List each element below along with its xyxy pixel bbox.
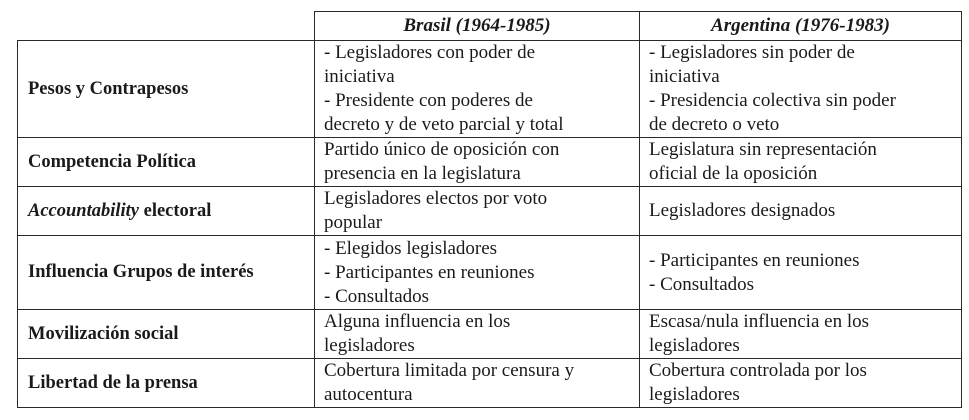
cell-line: - Participantes en reuniones (324, 261, 535, 283)
cell-line: - Consultados (324, 285, 430, 307)
cell-line: - Legisladores sin poder de (649, 42, 855, 63)
cell-line: popular (324, 212, 383, 233)
cell-line: Legisladores electos por voto (324, 188, 548, 209)
cell-line: - Participantes en reuniones (649, 249, 860, 271)
row-label: Movilización social (18, 310, 315, 359)
cell-line: legisladores (649, 384, 740, 405)
row-label: Influencia Grupos de interés (18, 236, 315, 310)
cell-line: legisladores (649, 335, 740, 356)
cell-line: iniciativa (649, 66, 720, 87)
table-row (18, 359, 962, 408)
row-label: Libertad de la prensa (18, 359, 315, 408)
argentina-cell (640, 187, 962, 236)
argentina-cell (640, 236, 962, 310)
row-label-italic: Accountability (28, 200, 139, 221)
cell-line: - Presidencia colectiva sin poder (649, 90, 896, 111)
cell-line: legisladores (324, 335, 415, 356)
brasil-cell (315, 236, 640, 310)
brasil-cell (315, 310, 640, 359)
cell-line: Alguna influencia en los (324, 311, 511, 332)
cell-line: - Consultados (649, 273, 755, 295)
table-row (18, 187, 962, 236)
cell-line: Cobertura limitada por censura y (324, 360, 575, 381)
row-label-rest: electoral (139, 200, 212, 221)
row-label (18, 187, 315, 236)
cell-line: presencia en la legislatura (324, 163, 521, 184)
cell-line: iniciativa (324, 66, 395, 87)
cell-line: Cobertura controlada por los (649, 360, 867, 381)
brasil-cell (315, 359, 640, 408)
cell-line: - Presidente con poderes de (324, 90, 533, 111)
cell-line: Partido único de oposición con (324, 139, 560, 160)
table-row (18, 41, 962, 138)
cell-line: Legisladores designados (649, 200, 836, 221)
comparison-table (17, 11, 962, 408)
cell-line: oficial de la oposición (649, 163, 818, 184)
column-header-brasil: Brasil (1964-1985) (315, 12, 640, 41)
cell-line: - Legisladores con poder de (324, 42, 536, 63)
cell-line: decreto y de veto parcial y total (324, 114, 564, 135)
argentina-cell (640, 310, 962, 359)
argentina-cell (640, 138, 962, 187)
cell-line: Legislatura sin representación (649, 139, 877, 160)
brasil-cell (315, 138, 640, 187)
cell-line: de decreto o veto (649, 114, 780, 135)
table-row (18, 310, 962, 359)
cell-line: autocentura (324, 384, 413, 405)
empty-corner-cell (18, 12, 315, 41)
table-row (18, 236, 962, 310)
table-row (18, 138, 962, 187)
header-row (18, 12, 962, 41)
column-header-argentina: Argentina (1976-1983) (640, 12, 962, 41)
argentina-cell (640, 41, 962, 138)
row-label: Competencia Política (18, 138, 315, 187)
row-label: Pesos y Contrapesos (18, 41, 315, 138)
cell-line: Escasa/nula influencia en los (649, 311, 870, 332)
brasil-cell (315, 41, 640, 138)
argentina-cell (640, 359, 962, 408)
brasil-cell (315, 187, 640, 236)
cell-line: - Elegidos legisladores (324, 237, 498, 259)
